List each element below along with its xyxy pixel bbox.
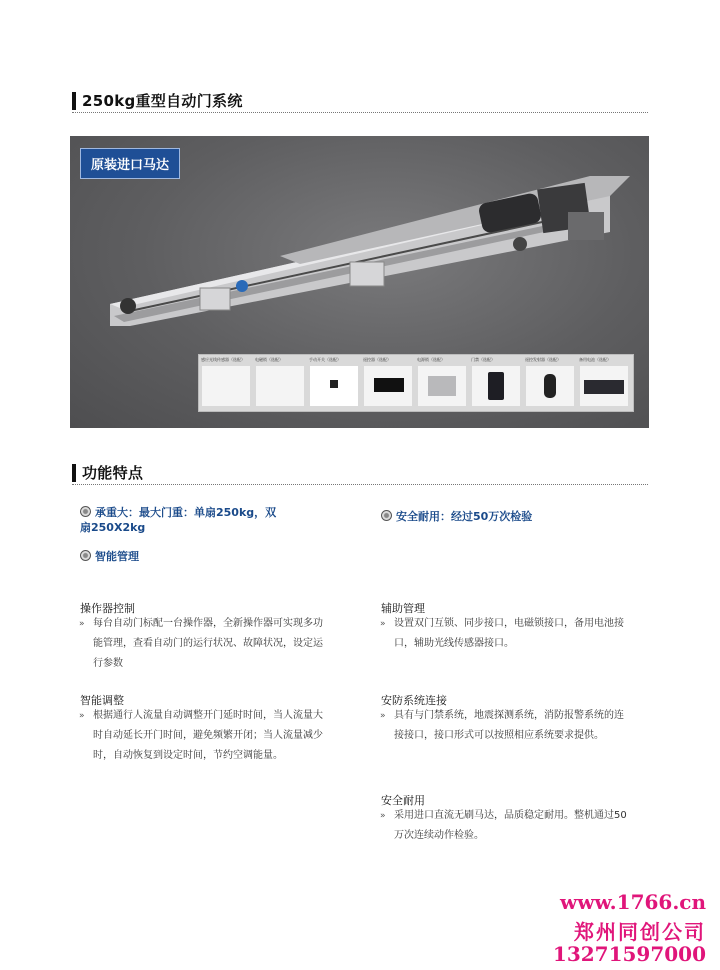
block-text xyxy=(380,614,624,654)
text-line: 行参数 xyxy=(93,658,123,669)
accessory-item xyxy=(199,355,253,411)
block-text xyxy=(380,706,624,746)
block-title: 安全耐用 xyxy=(381,794,425,807)
features-title: 功能特点 xyxy=(82,464,144,482)
bullet-icon xyxy=(80,506,91,517)
motor-badge: 原装进口马达 xyxy=(80,148,180,179)
power-lock-image xyxy=(418,366,466,406)
heading-bar xyxy=(72,92,76,110)
bullet-icon xyxy=(80,550,91,561)
feature-text: 安全耐用：经过50万次检验 xyxy=(396,510,533,523)
text-line: 时，自动恢复到设定时间，节约空调能量。 xyxy=(93,750,283,761)
text-line: 接接口，接口形式可以按照相应系统要求提供。 xyxy=(394,730,604,741)
arrow-icon: » xyxy=(380,711,386,721)
accessory-label: 电磁锁（选配） xyxy=(255,357,283,362)
lock-image xyxy=(256,366,304,406)
text-line: 口，辅助光线传感器接口。 xyxy=(394,638,514,649)
accessory-strip xyxy=(198,354,634,412)
text-line: 每台自动门标配一台操作器，全新操作器可实现多功 xyxy=(93,618,323,629)
block-text xyxy=(79,614,323,674)
accessory-item xyxy=(469,355,523,411)
accessory-item xyxy=(361,355,415,411)
controller-image xyxy=(364,366,412,406)
accessory-item xyxy=(415,355,469,411)
product-section-heading xyxy=(72,90,648,113)
arrow-icon: » xyxy=(380,811,386,821)
block-text xyxy=(380,806,627,846)
feature-highlight xyxy=(80,505,280,535)
watermark-phone: 13271597000 xyxy=(552,942,706,966)
accessory-item xyxy=(577,355,631,411)
text-line: 时自动延长开门时间，避免频繁开闭；当人流量减少 xyxy=(93,730,323,741)
feature-text: 承重大：最大门重：单扇250kg，双扇250X2kg xyxy=(80,506,277,534)
text-line: 设置双门互锁、同步接口，电磁锁接口，备用电池接 xyxy=(394,618,624,629)
bullet-icon xyxy=(381,510,392,521)
remote-image xyxy=(526,366,574,406)
product-image xyxy=(70,136,649,428)
watermark-url: www.1766.cn xyxy=(560,890,706,914)
heading-bar xyxy=(72,464,76,482)
feature-text: 智能管理 xyxy=(95,550,139,563)
accessory-label: 电源锁（选配） xyxy=(417,357,445,362)
text-line: 能管理，查看自动门的运行状况、故障状况，设定运 xyxy=(93,638,323,649)
accessory-label: 门禁（选配） xyxy=(471,357,495,362)
feature-highlight xyxy=(80,549,139,564)
arrow-icon: » xyxy=(79,711,85,721)
feature-highlight xyxy=(381,509,532,524)
accessory-label: 手动开关（选配） xyxy=(309,357,341,362)
sensor-image xyxy=(202,366,250,406)
block-title: 辅助管理 xyxy=(381,602,425,615)
block-title: 智能调整 xyxy=(80,694,124,707)
accessory-label: 遥控发射器（选配） xyxy=(525,357,561,362)
accessory-label: 备用电池（选配） xyxy=(579,357,611,362)
switch-image xyxy=(310,366,358,406)
block-title: 操作器控制 xyxy=(80,602,135,615)
block-title: 安防系统连接 xyxy=(381,694,447,707)
accessory-label: 遥控器（选配） xyxy=(363,357,391,362)
arrow-icon: » xyxy=(79,619,85,629)
keypad-image xyxy=(472,366,520,406)
watermark-company: 郑州同创公司 xyxy=(574,920,706,944)
battery-image xyxy=(580,366,628,406)
text-line: 采用进口直流无刷马达，品质稳定耐用。整机通过50 xyxy=(394,810,627,821)
accessory-item xyxy=(307,355,361,411)
text-line: 根据通行人流量自动调整开门延时时间，当人流量大 xyxy=(93,710,323,721)
accessory-item xyxy=(253,355,307,411)
accessory-label: 感应光线传感器（选配） xyxy=(201,357,245,362)
text-line: 具有与门禁系统，地震探测系统，消防报警系统的连 xyxy=(394,710,624,721)
text-line: 万次连续动作检验。 xyxy=(394,830,484,841)
block-text xyxy=(79,706,323,766)
accessory-item xyxy=(523,355,577,411)
features-section-heading xyxy=(72,462,648,485)
arrow-icon: » xyxy=(380,619,386,629)
product-title: 250kg重型自动门系统 xyxy=(82,92,243,110)
